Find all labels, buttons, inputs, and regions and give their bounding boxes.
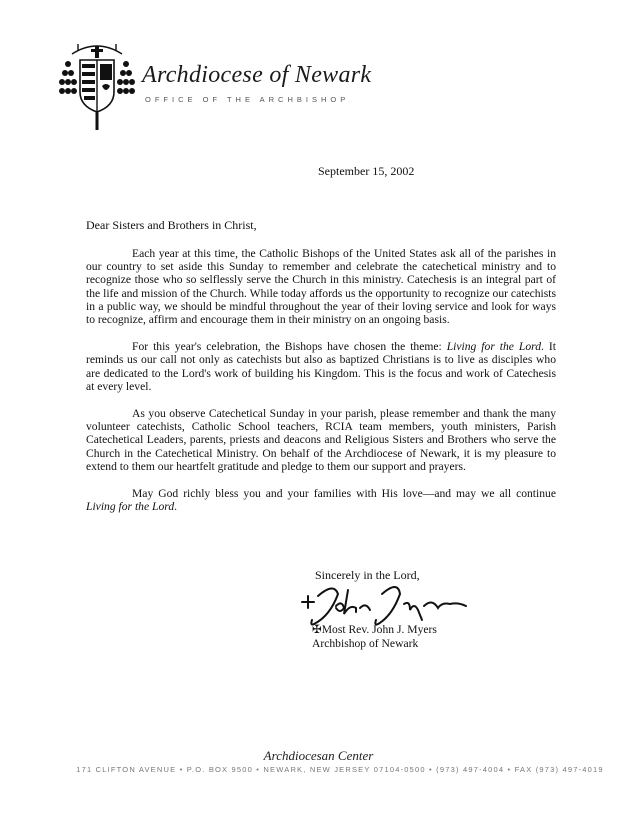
letter-date: September 15, 2002 [318, 164, 415, 178]
signer-name: ✠Most Rev. John J. Myers [312, 623, 437, 636]
coat-of-arms-icon [58, 40, 136, 132]
signer-block [312, 623, 437, 651]
handwritten-signature [300, 580, 470, 628]
paragraph-2-text: For this year's celebration, the Bishops have chosen the theme: [132, 340, 447, 354]
paragraph-4-text: May God richly bless you and your families with His love—and may we all continue [132, 487, 556, 501]
paragraph-1: Each year at this time, the Catholic Bishops of the United States ask all of the parishes in our country to set aside this Sunday to remember and celebrate the catechetical ministry and to recognize those who so selflessly serve the Church in this ministry. Catechesis is an integral part of the life and mission of the Church. While today affords us the opportunity to recognize our catechists in a public way, we should be mindful throughout the year of their loving service and look for ways to recognize, affirm and encourage them in their ministry on an ongoing basis. [86, 247, 556, 327]
signer-title: Archbishop of Newark [312, 637, 419, 650]
salutation: Dear Sisters and Brothers in Christ, [86, 218, 257, 232]
paragraph-4 [86, 487, 556, 513]
paragraph-3: As you observe Catechetical Sunday in your parish, please remember and thank the many volunteer catechists, Catholic School teachers, RCIA team members, youth ministers, Parish Catechetical Leaders, parents, priests and deacons and Religious Sisters and Brothers who serve the Church in the Catechetical Ministry. On behalf of the Archdiocese of Newark, it is my pleasure to extend to them our heartfelt gratitude and pledge to them our support and prayers. [86, 407, 556, 473]
letter-body [86, 247, 556, 527]
paragraph-2 [86, 340, 556, 393]
footer-title: Archdiocesan Center [263, 748, 374, 763]
footer-address: 171 CLIFTON AVENUE • P.O. BOX 9500 • NEWARK, NEW JERSEY 07104-0500 • (973) 497-4004 • FAX (973) 497-4019 [76, 765, 604, 774]
closing: Sincerely in the Lord, [315, 568, 420, 582]
paragraph-4-text-cont: . [174, 500, 178, 514]
theme-italic-2: Living for the Lord [86, 500, 175, 514]
office-subtitle: OFFICE OF THE ARCHBISHOP [145, 95, 350, 104]
organization-name: Archdiocese of Newark [142, 62, 372, 88]
paragraph-2-text-cont: . It reminds us our call not only as catechists but also as baptized Christians is to live as disciples who are dedicated to the Lord's work of building his Kingdom. This is the focus and work of Catechesis at every level. [86, 340, 556, 393]
theme-italic: Living for the Lord [446, 340, 542, 354]
